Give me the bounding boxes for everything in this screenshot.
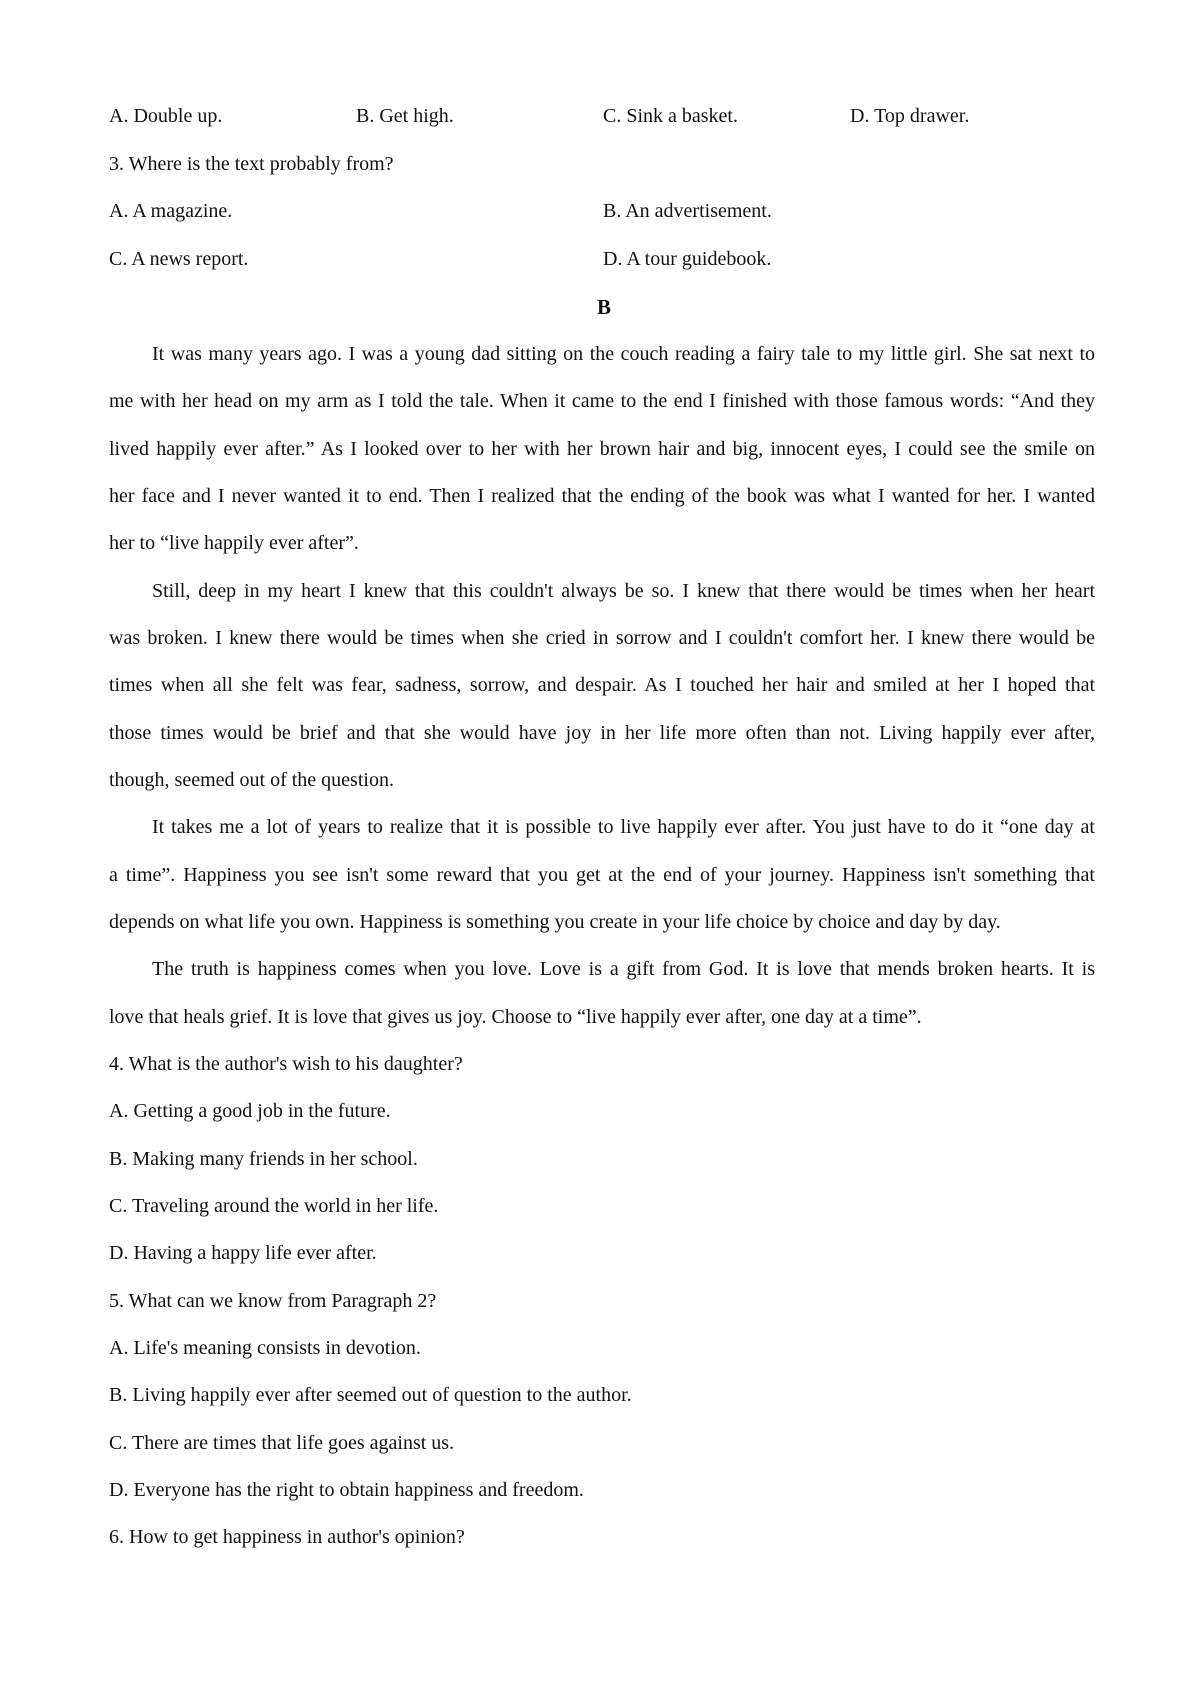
paragraph-line: It was many years ago. I was a young dad sitting on the couch reading a fairy tale to my little girl. She sat next to bbox=[152, 343, 1095, 365]
q3-option-a: A. A magazine. bbox=[109, 200, 233, 222]
q2-option-a: A. Double up. bbox=[109, 105, 223, 127]
q3-options-row-2 bbox=[109, 245, 1099, 273]
q3-question: 3. Where is the text probably from? bbox=[109, 153, 394, 175]
q2-options bbox=[109, 102, 1099, 130]
paragraph-line: It takes me a lot of years to realize that it is possible to live happily ever after. You just have to do it “one day at bbox=[152, 816, 1095, 838]
paragraph-line: her to “live happily ever after”. bbox=[109, 532, 359, 554]
q6-question: 6. How to get happiness in author's opinion? bbox=[109, 1526, 465, 1548]
paragraph-line: though, seemed out of the question. bbox=[109, 769, 394, 791]
paragraph-line: lived happily ever after.” As I looked over to her with her brown hair and big, innocent eyes, I could see the smile on bbox=[109, 438, 1095, 460]
q2-option-c: C. Sink a basket. bbox=[603, 105, 738, 127]
q5-option-d: D. Everyone has the right to obtain happiness and freedom. bbox=[109, 1479, 584, 1501]
paragraph-line: those times would be brief and that she would have joy in her life more often than not. Living happily ever after, bbox=[109, 722, 1095, 744]
q4-question: 4. What is the author's wish to his daughter? bbox=[109, 1053, 463, 1075]
q4-option-b: B. Making many friends in her school. bbox=[109, 1148, 418, 1170]
paragraph-line: me with her head on my arm as I told the tale. When it came to the end I finished with those famous words: “And they bbox=[109, 390, 1095, 412]
paragraph-line: times when all she felt was fear, sadness, sorrow, and despair. As I touched her hair and smiled at her I hoped that bbox=[109, 674, 1095, 696]
q4-option-a: A. Getting a good job in the future. bbox=[109, 1100, 391, 1122]
paragraph-line: love that heals grief. It is love that gives us joy. Choose to “live happily ever after, one day at a time”. bbox=[109, 1006, 922, 1028]
paragraph-line: depends on what life you own. Happiness is something you create in your life choice by choice and day by day. bbox=[109, 911, 1001, 933]
section-heading: B bbox=[596, 295, 611, 319]
q3-options-row-1 bbox=[109, 197, 1099, 225]
paragraph-line: Still, deep in my heart I knew that this couldn't always be so. I knew that there would be times when her heart bbox=[152, 580, 1095, 602]
q3-option-c: C. A news report. bbox=[109, 248, 249, 270]
q2-option-d: D. Top drawer. bbox=[850, 105, 970, 127]
q4-option-c: C. Traveling around the world in her life. bbox=[109, 1195, 439, 1217]
q5-option-c: C. There are times that life goes against us. bbox=[109, 1432, 455, 1454]
paragraph-line: a time”. Happiness you see isn't some reward that you get at the end of your journey. Happiness isn't something that bbox=[109, 864, 1095, 886]
q3-option-d: D. A tour guidebook. bbox=[603, 248, 772, 270]
q5-question: 5. What can we know from Paragraph 2? bbox=[109, 1290, 437, 1312]
paragraph-line: was broken. I knew there would be times when she cried in sorrow and I couldn't comfort her. I knew there would be bbox=[109, 627, 1095, 649]
q4-option-d: D. Having a happy life ever after. bbox=[109, 1242, 377, 1264]
q2-option-b: B. Get high. bbox=[356, 105, 454, 127]
q5-option-a: A. Life's meaning consists in devotion. bbox=[109, 1337, 421, 1359]
q3-option-b: B. An advertisement. bbox=[603, 200, 772, 222]
q5-option-b: B. Living happily ever after seemed out of question to the author. bbox=[109, 1384, 632, 1406]
paragraph-line: The truth is happiness comes when you love. Love is a gift from God. It is love that mends broken hearts. It is bbox=[152, 958, 1095, 980]
paragraph-line: her face and I never wanted it to end. Then I realized that the ending of the book was what I wanted for her. I wanted bbox=[109, 485, 1095, 507]
